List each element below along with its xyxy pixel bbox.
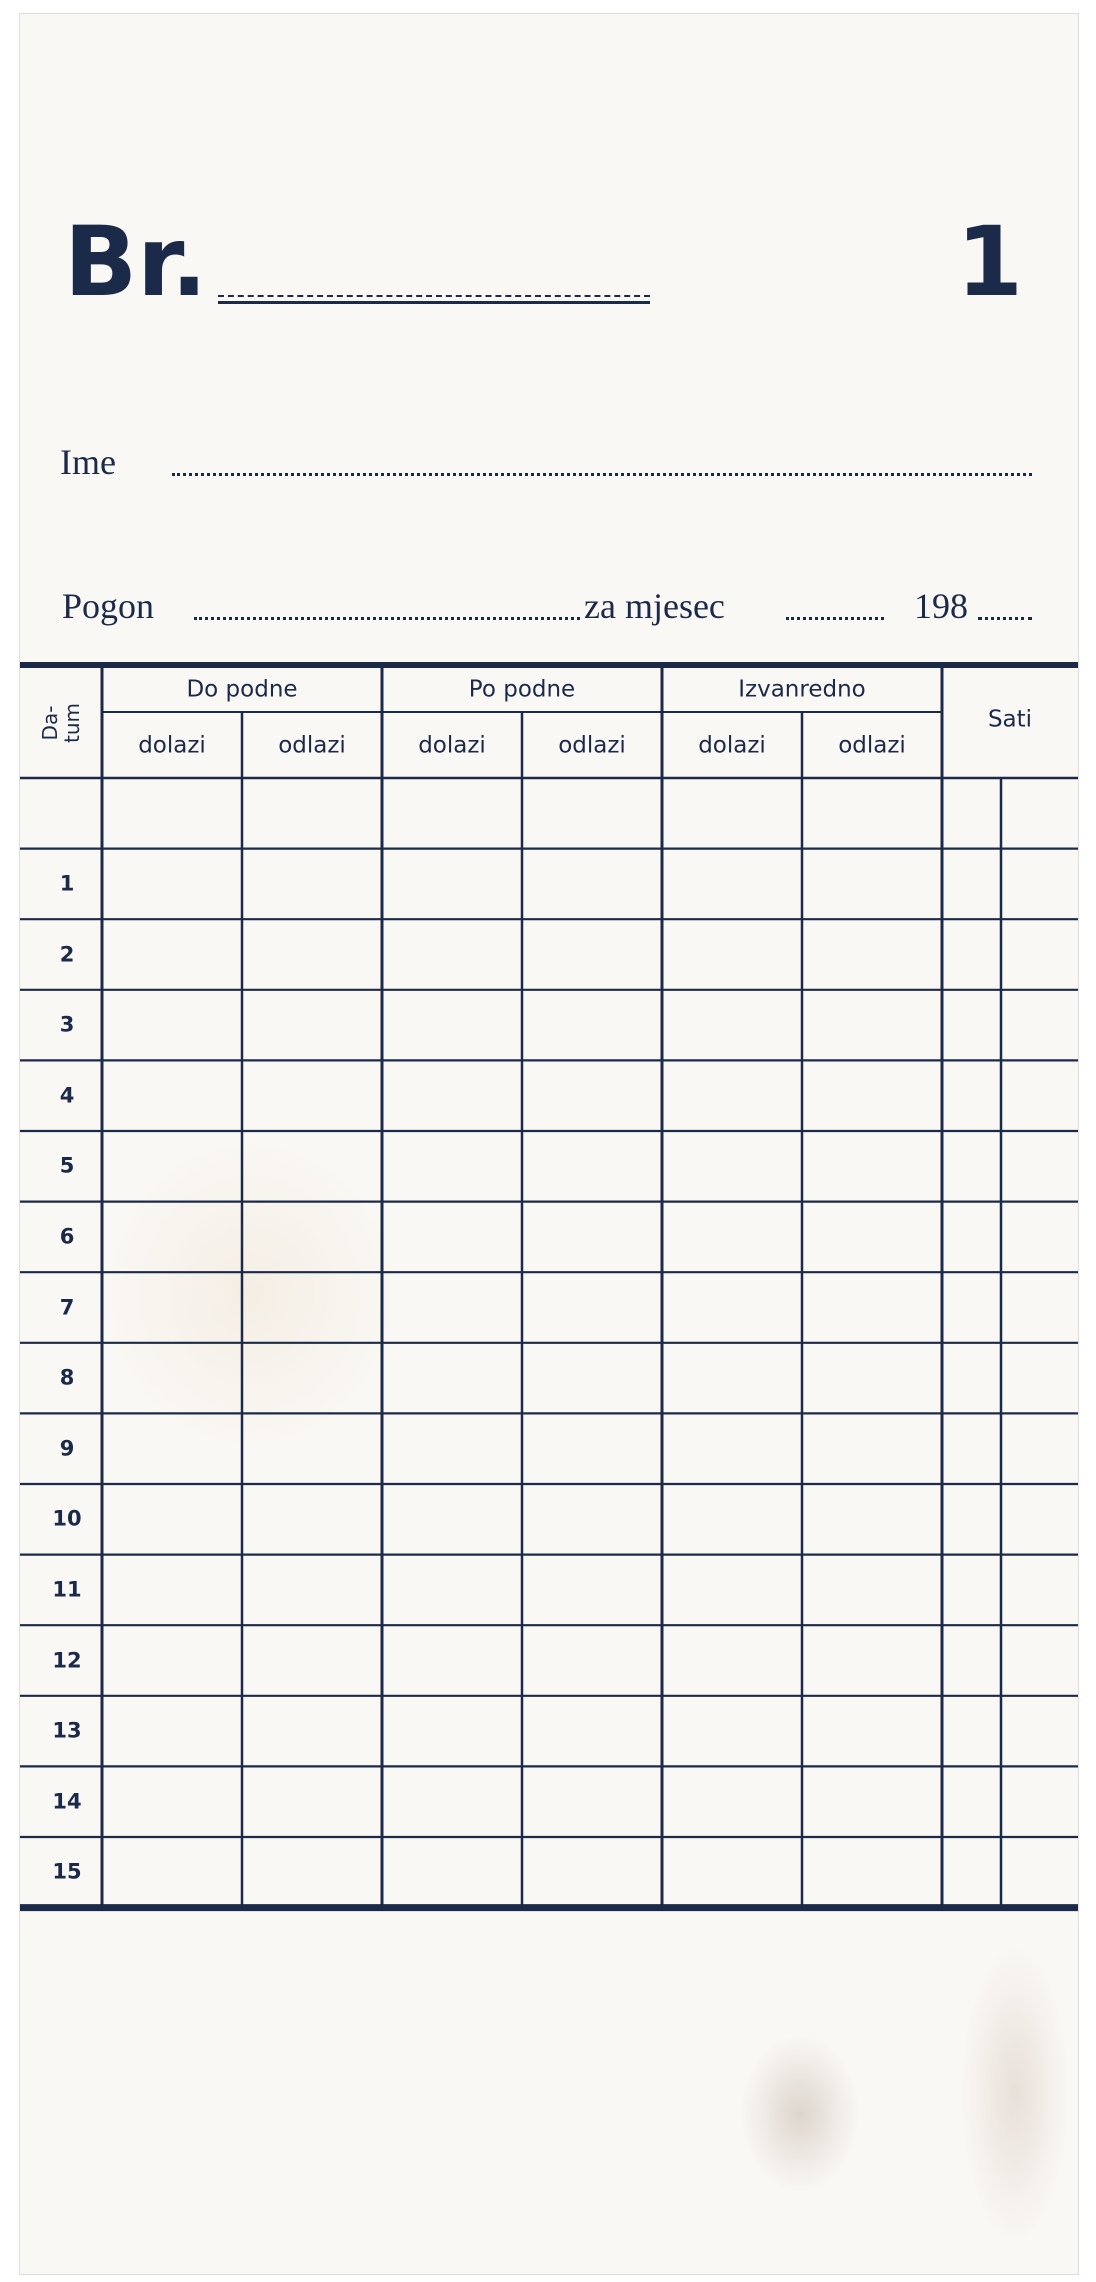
time-entry-cell[interactable] [805,1134,939,1199]
time-entry-cell[interactable] [665,1840,799,1905]
time-entry-cell[interactable] [385,852,519,917]
time-entry-cell[interactable] [385,1487,519,1552]
time-entry-cell[interactable] [665,1769,799,1834]
row-number-10: 10 [52,1506,82,1531]
time-entry-cell[interactable] [385,781,519,846]
time-entry-cell[interactable] [525,1134,659,1199]
time-entry-cell[interactable] [245,1769,379,1834]
time-entry-cell[interactable] [525,1840,659,1905]
time-entry-cell[interactable] [1004,1063,1075,1128]
sub-header-odlazi: odlazi [278,732,346,759]
time-entry-cell[interactable] [105,1840,239,1905]
time-entry-cell[interactable] [805,1063,939,1128]
row-number-1: 1 [59,871,75,896]
row-number-15: 15 [52,1859,82,1884]
time-entry-cell[interactable] [245,1558,379,1623]
time-entry-cell[interactable] [245,1628,379,1693]
time-entry-cell[interactable] [665,852,799,917]
time-entry-cell[interactable] [665,993,799,1058]
time-entry-cell[interactable] [1004,922,1075,987]
time-entry-cell[interactable] [525,1699,659,1764]
time-entry-cell[interactable] [805,993,939,1058]
time-entry-cell[interactable] [945,1416,998,1481]
row-number-12: 12 [52,1648,82,1672]
time-entry-cell[interactable] [385,1769,519,1834]
time-entry-cell[interactable] [385,1416,519,1481]
time-entry-cell[interactable] [525,1063,659,1128]
time-entry-cell[interactable] [385,1205,519,1270]
time-entry-cell[interactable] [665,922,799,987]
time-entry-cell[interactable] [945,1205,998,1270]
sub-header-dolazi: dolazi [138,732,206,759]
time-entry-cell[interactable] [805,1487,939,1552]
time-entry-cell[interactable] [385,1275,519,1340]
time-entry-cell[interactable] [245,1205,379,1270]
time-entry-cell[interactable] [805,781,939,846]
time-entry-cell[interactable] [665,1346,799,1411]
card-number: 1 [956,206,1023,318]
time-entry-cell[interactable] [805,852,939,917]
time-entry-cell[interactable] [245,781,379,846]
time-entry-cell[interactable] [105,1275,239,1340]
time-entry-cell[interactable] [245,1416,379,1481]
time-entry-cell[interactable] [1004,1416,1075,1481]
row-number-4: 4 [59,1083,75,1108]
time-entry-cell[interactable] [525,1558,659,1623]
row-number-2: 2 [59,942,75,966]
time-entry-cell[interactable] [805,1769,939,1834]
row-number-3: 3 [59,1012,75,1037]
time-entry-cell[interactable] [105,1699,239,1764]
row-number-6: 6 [59,1224,75,1249]
time-entry-cell[interactable] [385,1346,519,1411]
row-number-14: 14 [52,1789,82,1814]
time-entry-cell[interactable] [385,993,519,1058]
time-card [20,14,1078,2274]
row-number-5: 5 [59,1153,75,1178]
time-entry-cell[interactable] [385,922,519,987]
department-field[interactable] [194,617,580,620]
time-entry-cell[interactable] [945,852,998,917]
time-entry-cell[interactable] [1004,1840,1075,1905]
time-entry-cell[interactable] [665,1063,799,1128]
time-entry-cell[interactable] [105,1205,239,1270]
time-entry-cell[interactable] [245,1346,379,1411]
row-number-13: 13 [52,1718,82,1743]
group-header-2: Po podne [468,676,576,703]
time-entry-cell[interactable] [805,922,939,987]
time-entry-cell[interactable] [805,1699,939,1764]
time-entry-cell[interactable] [945,1769,998,1834]
time-entry-cell[interactable] [525,1769,659,1834]
time-entry-cell[interactable] [1004,1275,1075,1340]
time-entry-cell[interactable] [805,1416,939,1481]
time-entry-cell[interactable] [245,852,379,917]
name-label: Ime [60,442,116,482]
group-header-1: Do podne [186,676,298,703]
time-entry-cell[interactable] [385,1628,519,1693]
time-entry-cell[interactable] [1004,993,1075,1058]
time-entry-cell[interactable] [945,1063,998,1128]
time-entry-cell[interactable] [805,1275,939,1340]
time-entry-cell[interactable] [1004,1769,1075,1834]
time-entry-cell[interactable] [945,781,998,846]
time-entry-cell[interactable] [945,1628,998,1693]
time-entry-cell[interactable] [105,1769,239,1834]
time-entry-cell[interactable] [525,1628,659,1693]
time-entry-cell[interactable] [525,922,659,987]
time-entry-cell[interactable] [805,1558,939,1623]
time-entry-cell[interactable] [105,1628,239,1693]
time-entry-cell[interactable] [665,781,799,846]
time-entry-cell[interactable] [1004,1628,1075,1693]
time-entry-cell[interactable] [245,993,379,1058]
row-number-11: 11 [52,1577,82,1602]
time-entry-cell[interactable] [105,1416,239,1481]
sub-header-dolazi: dolazi [698,732,766,759]
year-prefix: 198 [914,586,968,626]
time-entry-cell[interactable] [525,1205,659,1270]
time-entry-cell[interactable] [945,1558,998,1623]
time-entry-cell[interactable] [945,1134,998,1199]
month-field[interactable] [786,617,884,620]
time-entry-cell[interactable] [385,1699,519,1764]
card-number-label: Br. [64,206,208,318]
sub-header-dolazi: dolazi [418,732,486,759]
time-entry-cell[interactable] [805,1205,939,1270]
time-entry-cell[interactable] [665,1416,799,1481]
time-entry-cell[interactable] [945,1840,998,1905]
paper-stain [740,2034,860,2194]
time-entry-cell[interactable] [1004,1134,1075,1199]
time-entry-cell[interactable] [665,1628,799,1693]
time-entry-cell[interactable] [665,1487,799,1552]
time-entry-cell[interactable] [945,1487,998,1552]
time-entry-cell[interactable] [525,1487,659,1552]
group-header-3: Izvanredno [738,676,866,703]
row-number-9: 9 [59,1436,75,1461]
time-entry-cell[interactable] [1004,1487,1075,1552]
time-entry-cell[interactable] [105,781,239,846]
time-entry-cell[interactable] [525,1346,659,1411]
time-entry-cell[interactable] [245,1840,379,1905]
time-entry-cell[interactable] [665,1134,799,1199]
time-entry-cell[interactable] [245,1275,379,1340]
time-entry-cell[interactable] [1004,852,1075,917]
sub-header-odlazi: odlazi [558,732,626,759]
time-entry-cell[interactable] [525,781,659,846]
row-number-8: 8 [59,1365,75,1390]
department-label: Pogon [62,586,155,626]
time-entry-cell[interactable] [945,1346,998,1411]
name-field[interactable] [172,473,1032,476]
time-entry-cell[interactable] [805,1628,939,1693]
time-entry-cell[interactable] [105,993,239,1058]
time-entry-cell[interactable] [945,1275,998,1340]
paper-stain [960,1944,1070,2244]
time-entry-cell[interactable] [805,1840,939,1905]
time-entry-cell[interactable] [245,1487,379,1552]
time-entry-cell[interactable] [245,922,379,987]
time-entry-cell[interactable] [1004,781,1075,846]
time-entry-cell[interactable] [105,1063,239,1128]
datum-header: Da- tum [38,703,84,743]
time-entry-cell[interactable] [1004,1346,1075,1411]
time-entry-cell[interactable] [385,1558,519,1623]
time-entry-cell[interactable] [525,852,659,917]
sub-header-odlazi: odlazi [838,732,906,759]
time-entry-cell[interactable] [945,1699,998,1764]
time-entry-cell[interactable] [105,1346,239,1411]
timesheet-table [20,662,1078,1928]
time-entry-cell[interactable] [105,922,239,987]
time-entry-cell[interactable] [1004,1699,1075,1764]
month-label: za mjesec [584,586,725,626]
time-entry-cell[interactable] [945,922,998,987]
time-entry-cell[interactable] [105,852,239,917]
time-entry-cell[interactable] [665,1275,799,1340]
time-entry-cell[interactable] [105,1558,239,1623]
card-number-field[interactable] [218,295,650,304]
year-field[interactable] [978,617,1032,620]
time-entry-cell[interactable] [665,1205,799,1270]
time-entry-cell[interactable] [665,1558,799,1623]
time-entry-cell[interactable] [105,1487,239,1552]
time-entry-cell[interactable] [665,1699,799,1764]
time-entry-cell[interactable] [1004,1205,1075,1270]
time-entry-cell[interactable] [805,1346,939,1411]
sati-header: Sati [987,706,1033,733]
time-entry-cell[interactable] [245,1699,379,1764]
time-entry-cell[interactable] [1004,1558,1075,1623]
time-entry-cell[interactable] [385,1063,519,1128]
row-number-7: 7 [59,1295,75,1319]
time-entry-cell[interactable] [245,1134,379,1199]
time-entry-cell[interactable] [385,1840,519,1905]
time-entry-cell[interactable] [525,1275,659,1340]
time-entry-cell[interactable] [525,993,659,1058]
time-entry-cell[interactable] [245,1063,379,1128]
time-entry-cell[interactable] [385,1134,519,1199]
time-entry-cell[interactable] [525,1416,659,1481]
time-entry-cell[interactable] [945,993,998,1058]
time-entry-cell[interactable] [105,1134,239,1199]
